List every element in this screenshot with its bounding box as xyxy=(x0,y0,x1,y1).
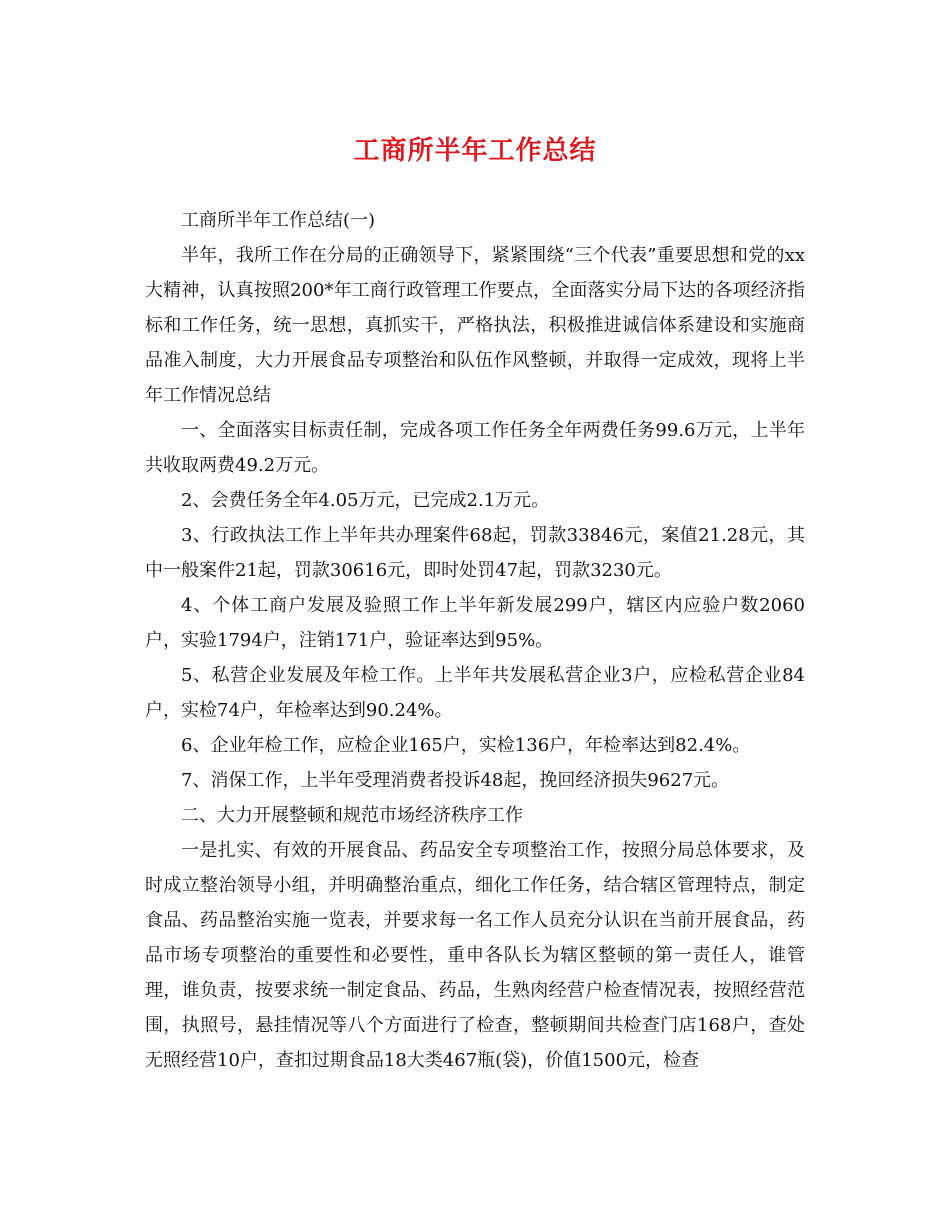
paragraph-item-3: 3、行政执法工作上半年共办理案件68起，罚款33846元，案值21.28元，其中一般案件21起，罚款30616元，即时处罚47起，罚款3230元。 xyxy=(145,525,805,581)
section-heading-2: 二、大力开展整顿和规范市场经济秩序工作 xyxy=(181,805,523,826)
paragraph-item-1: 一、全面落实目标责任制，完成各项工作任务全年两费任务99.6万元，上半年共收取两费49.2万元。 xyxy=(145,420,805,476)
paragraph-item-4: 4、个体工商户发展及验照工作上半年新发展299户，辖区内应验户数2060户，实验1794户，注销171户，验证率达到95%。 xyxy=(145,595,805,651)
paragraph-item-6: 6、企业年检工作，应检企业165户，实检136户，年检率达到82.4%。 xyxy=(181,735,751,756)
paragraph-intro: 半年，我所工作在分局的正确领导下，紧紧围绕“三个代表”重要思想和党的xx大精神，认真按照200*年工商行政管理工作要点，全面落实分局下达的各项经济指标和工作任务，统一思想，真抓实干，严格执法，积极推进诚信体系建设和实施商品准入制度，大力开展食品专项整治和队伍作风整顿，并取得一定成效，现将上半年工作情况总结 xyxy=(145,245,805,406)
paragraph-item-7: 7、消保工作，上半年受理消费者投诉48起，挽回经济损失9627元。 xyxy=(181,770,730,791)
document-body xyxy=(145,203,805,1078)
paragraph-subtitle: 工商所半年工作总结(一) xyxy=(181,210,376,231)
paragraph-item-2: 2、会费任务全年4.05万元，已完成2.1万元。 xyxy=(181,490,550,511)
paragraph-item-5: 5、私营企业发展及年检工作。上半年共发展私营企业3户，应检私营企业84户，实检74户，年检率达到90.24%。 xyxy=(145,665,805,721)
document-title: 工商所半年工作总结 xyxy=(353,136,597,166)
paragraph-section-2-body: 一是扎实、有效的开展食品、药品安全专项整治工作，按照分局总体要求，及时成立整治领导小组，并明确整治重点，细化工作任务，结合辖区管理特点，制定食品、药品整治实施一览表，并要求每一名工作人员充分认识在当前开展食品，药品市场专项整治的重要性和必要性，重申各队长为辖区整顿的第一责任人，谁管理，谁负责，按要求统一制定食品、药品，生熟肉经营户检查情况表，按照经营范围，执照号，悬挂情况等八个方面进行了检查，整顿期间共检查门店168户，查处无照经营10户，查扣过期食品18大类467瓶(袋)，价值1500元，检查 xyxy=(145,840,805,1071)
